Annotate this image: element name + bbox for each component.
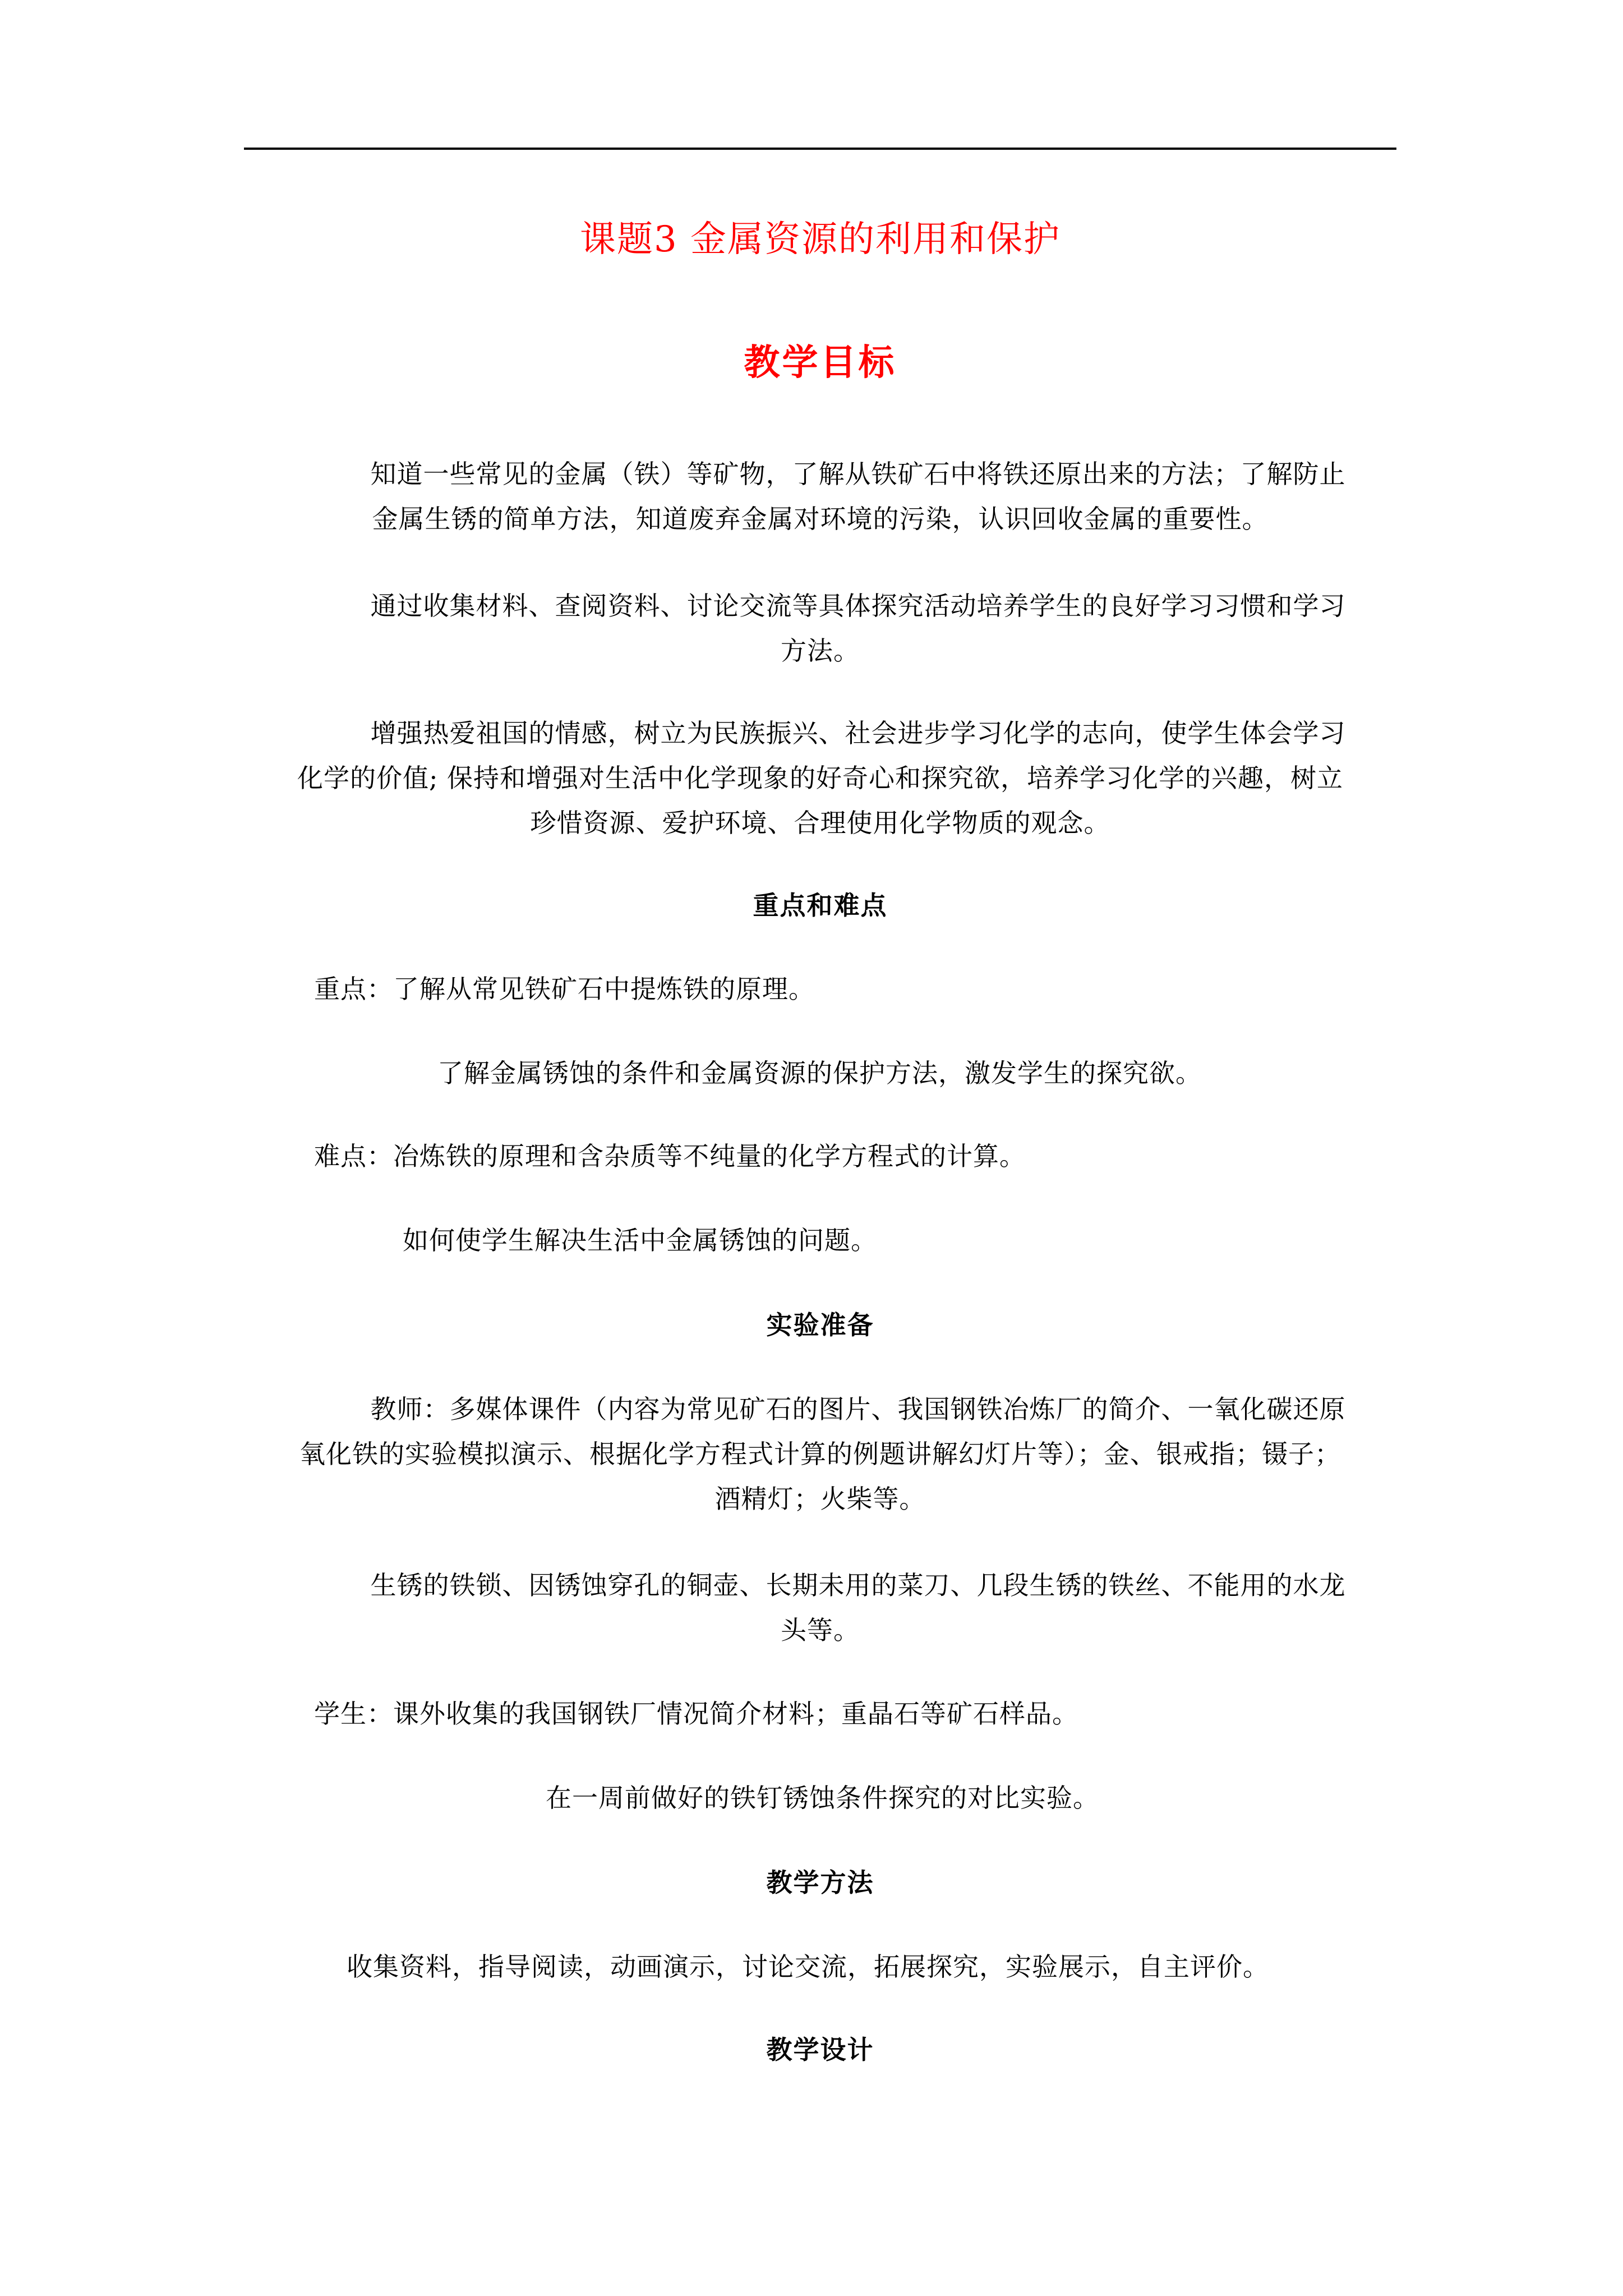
objective-3-line-1: 增强热爱祖国的情感，树立为民族振兴、社会进步学习化学的志向，使学生体会学习 xyxy=(370,718,1346,748)
key-point-1: 重点：了解从常见铁矿石中提炼铁的原理。 xyxy=(314,974,815,1004)
teacher-line-1: 教师：多媒体课件（内容为常见矿石的图片、我国钢铁冶炼厂的简介、一氧化碳还原 xyxy=(370,1394,1346,1424)
rusty-items xyxy=(244,1563,1396,1653)
student-preparation-2: 在一周前做好的铁钉锈蚀条件探究的对比实验。 xyxy=(546,1783,1099,1813)
teacher-preparation xyxy=(244,1387,1396,1521)
difficulty-1: 难点：冶炼铁的原理和含杂质等不纯量的化学方程式的计算。 xyxy=(314,1141,1026,1171)
student-preparation-1: 学生：课外收集的我国钢铁厂情况简介材料；重晶石等矿石样品。 xyxy=(314,1699,1078,1729)
objective-1-line-2: 金属生锈的简单方法，知道废弃金属对环境的污染，认识回收金属的重要性。 xyxy=(372,504,1269,534)
objective-3-line-2: 化学的价值; 保持和增强对生活中化学现象的好奇心和探究欲，培养学习化学的兴趣，树立 xyxy=(297,763,1344,793)
teaching-methods-text: 收集资料，指导阅读，动画演示，讨论交流，拓展探究，实验展示，自主评价。 xyxy=(347,1952,1269,1982)
section-heading-key-points: 重点和难点 xyxy=(753,890,888,921)
items-line-2: 头等。 xyxy=(781,1615,860,1645)
section-title-objectives: 教学目标 xyxy=(744,342,897,384)
section-heading-methods: 教学方法 xyxy=(766,1867,874,1898)
header-rule xyxy=(244,148,1396,150)
objective-paragraph-2 xyxy=(244,583,1396,673)
objective-paragraph-3 xyxy=(244,711,1396,845)
key-point-2: 了解金属锈蚀的条件和金属资源的保护方法，激发学生的探究欲。 xyxy=(437,1058,1202,1088)
difficulty-2: 如何使学生解决生活中金属锈蚀的问题。 xyxy=(403,1225,877,1255)
objective-paragraph-1 xyxy=(244,452,1396,541)
items-line-1: 生锈的铁锁、因锈蚀穿孔的铜壶、长期未用的菜刀、几段生锈的铁丝、不能用的水龙 xyxy=(370,1570,1346,1600)
document-title: 课题3 金属资源的利用和保护 xyxy=(579,219,1061,260)
objective-1-line-1: 知道一些常见的金属（铁）等矿物，了解从铁矿石中将铁还原出来的方法；了解防止 xyxy=(370,459,1346,489)
teacher-line-2: 氧化铁的实验模拟演示、根据化学方程式计算的例题讲解幻灯片等）；金、银戒指；镊子； xyxy=(299,1439,1341,1469)
objective-2-line-1: 通过收集材料、查阅资料、讨论交流等具体探究活动培养学生的良好学习习惯和学习 xyxy=(370,591,1346,621)
teacher-line-3: 酒精灯；火柴等。 xyxy=(714,1484,926,1514)
section-heading-preparation: 实验准备 xyxy=(766,1310,874,1340)
objective-3-line-3: 珍惜资源、爱护环境、合理使用化学物质的观念。 xyxy=(530,808,1110,838)
section-heading-design: 教学设计 xyxy=(766,2035,874,2065)
objective-2-line-2: 方法。 xyxy=(781,636,860,666)
